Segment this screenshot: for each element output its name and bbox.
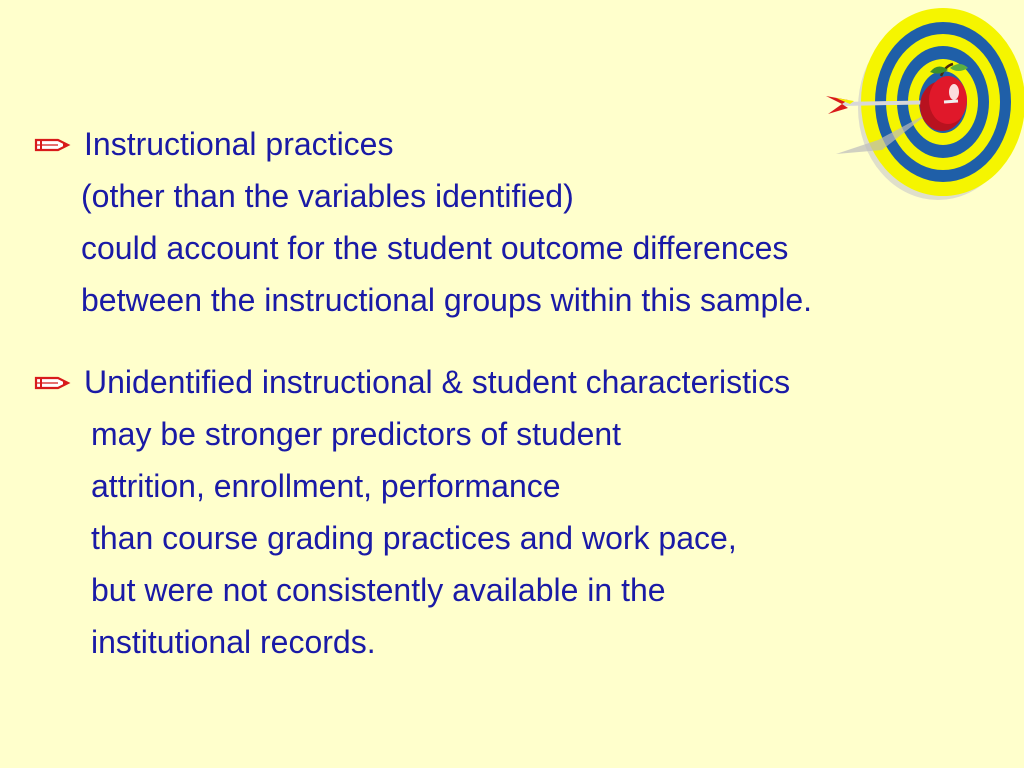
pencil-icon: [34, 135, 72, 155]
bullet-1-heading-row: [34, 118, 812, 170]
target-apple-arrow-icon: [818, 4, 1024, 204]
bullet-2: [34, 356, 790, 668]
bullet-2-heading: Unidentified instructional & student characteristics: [84, 364, 791, 400]
bullet-2-heading-row: [34, 356, 790, 408]
bullet-2-line-4: but were not consistently available in the: [91, 572, 666, 608]
bullet-1-line-3: between the instructional groups within this sample.: [81, 282, 813, 318]
bullet-1-heading: Instructional practices: [84, 126, 394, 162]
bullet-2-line-2: attrition, enrollment, performance: [91, 468, 561, 504]
pencil-icon: [34, 373, 72, 393]
bullet-1-line-2: could account for the student outcome differences: [81, 230, 789, 266]
bullet-1: [34, 118, 812, 326]
bullet-2-line-1: may be stronger predictors of student: [91, 416, 622, 452]
bullet-2-line-5: institutional records.: [91, 624, 376, 660]
bullet-1-line-1: (other than the variables identified): [81, 178, 574, 214]
bullet-2-line-3: than course grading practices and work pace,: [91, 520, 737, 556]
